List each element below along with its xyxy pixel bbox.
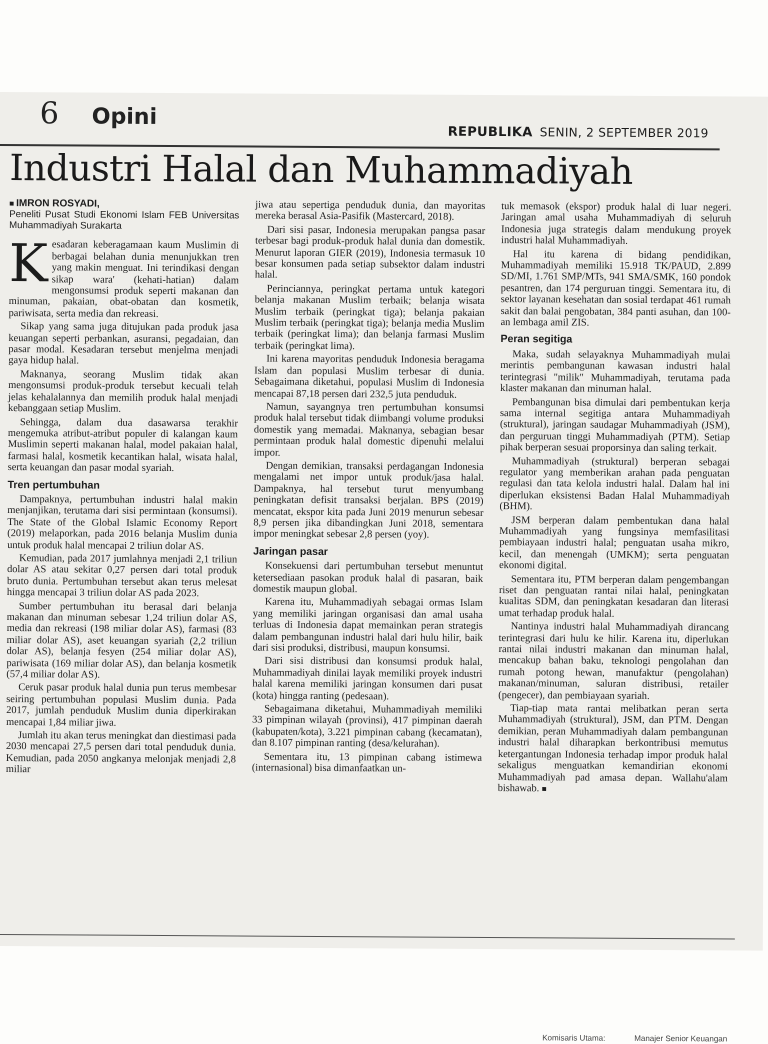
- paragraph: tuk memasok (ekspor) produk halal di luar negeri. Jaringan amal usaha Muhammadiyah di seluruh Indonesia juga strategis dalam mendukung proyek industri halal Muhammadiyah.: [501, 201, 732, 248]
- paragraph: Pembangunan bisa dimulai dari pembentukan kerja sama internal segitiga antara Muhammadiyah (struktural), jaringan saudagar Muhammadiyah (JSM), dan perguruan tinggi Muhammadiyah (PTM). Setiap pihak berperan sesuai proporsinya dan saling terkait.: [499, 396, 731, 455]
- subheading: Tren pertumbuhan: [7, 478, 100, 492]
- newspaper-logo: REPUBLIKA: [447, 124, 533, 141]
- footer-rule: [0, 934, 735, 940]
- paragraph: Dengan demikian, transaksi perdagangan Indonesia mengalami net impor untuk produk/jasa halal. Dampaknya, hal tersebut turut menyumbang peningkatan defisit transaksi berjalan. BPS (2019) mencatat, ekspor kita pada Juni 2019 menurun sebesar 8,9 persen jika dibandingkan Juni 2018, sementara impor meningkat sebesar 2,8 persen (yoy).: [253, 460, 484, 542]
- page-number: 6: [39, 96, 60, 132]
- paragraph: Maka, sudah selayaknya Muhammadiyah mulai merintis pembangunan kawasan industri halal terintegrasi "milik" Muhammadiyah, terutama pada klaster makanan dan minuman halal.: [500, 349, 731, 396]
- paragraph: Dampaknya, pertumbuhan industri halal makin menjanjikan, terutama dari sisi permintaan (konsumsi). The State of the Global Islamic Economy Report (2019) melaporkan, pada 2016 belanja Muslim dunia untuk produk halal mencapai 2 triliun dolar AS.: [7, 494, 238, 552]
- column-1: [6, 198, 240, 779]
- paragraph: Sebagaimana diketahui, Muhammadiyah memiliki 33 pimpinan wilayah (provinsi), 417 pimpinan daerah (kabupaten/kota), 3.221 pimpinan cabang (kecamatan), dan 8.107 pimpinan ranting (desa/kelurahan).: [251, 703, 483, 750]
- masthead: [0, 92, 768, 145]
- paragraph: jiwa atau sepertiga penduduk dunia, dan mayoritas mereka berasal Asia-Pasifik (Mastercard, 2018).: [255, 199, 486, 224]
- drop-cap: K: [8, 234, 48, 295]
- paragraph: Kemudian, pada 2017 jumlahnya menjadi 2,1 triliun dolar AS atau sekitar 0,27 persen dari total produk bruto dunia. Pertumbuhan tersebut akan terus melesat hingga mencapai 3 triliun dolar AS pada 2023.: [6, 553, 238, 600]
- paragraph: Sementara itu, 13 pimpinan cabang istimewa (internasional) bisa dimanfaatkan un-: [251, 751, 482, 775]
- paragraph: Dari sisi distribusi dan konsumsi produk halal, Muhammadiyah dinilai layak memiliki proyek industri halal karena memiliki jaringan konsumen dari pusat (kota) hingga ranting (pedesaan).: [252, 656, 483, 703]
- paragraph: Tiap-tiap mata rantai melibatkan peran serta Muhammadiyah (struktural), JSM, dan PTM. Dengan demikian, peran Muhammadiyah dalam pembangunan industri halal diharapkan berkontribusi memutus ketergantungan Indonesia terhadap impor produk halal sekaligus menguatkan kemandirian ekonomi Muhammadiyah pad amasa depan. Wallahu'alam bishawab. ■: [497, 703, 729, 795]
- footer-label-komisaris: Komisaris Utama:: [542, 1033, 606, 1043]
- paragraph: Karena itu, Muhammadiyah sebagai ormas Islam yang memiliki jaringan organisasi dan amal usaha terluas di Indonesia dapat memainkan peran strategis dalam pembangunan industri halal dari hulu hilir, baik dari sisi produksi, distribusi, maupun konsumsi.: [252, 597, 483, 655]
- paragraph: JSM berperan dalam pembentukan dana halal Muhammadiyah yang fungsinya memfasilitasi pembiayaan industri halal; penguatan usaha mikro, kecil, dan menengah (UMKM); serta penguatan ekonomi digital.: [499, 514, 730, 572]
- paragraph: Perinciannya, peringkat pertama untuk kategori belanja makanan Muslim terbaik; belanja wisata Muslim terbaik (peringkat tiga); belanja pakaian Muslim terbaik (peringkat tiga); belanja media Muslim terbaik (peringkat lima); dan belanja farmasi Muslim terbaik (peringkat lima).: [254, 283, 485, 353]
- square-bullet-icon: ■: [9, 199, 15, 209]
- author-name: IMRON ROSYADI,: [16, 198, 100, 210]
- subheading: Peran segitiga: [500, 333, 573, 346]
- paragraph: Hal itu karena di bidang pendidikan, Muhammadiyah memiliki 15.918 TK/PAUD, 2.899 SD/MI, 1.761 SMP/MTs, 941 SMA/SMK, 160 pondok pesantren, dan 174 perguruan tinggi. Sementara itu, di sektor layanan kesehatan dan sosial terdapat 461 rumah sakit dan balai pengobatan, 384 panti asuhan, dan 100-an lembaga amil ZIS.: [500, 248, 732, 329]
- paragraph: Sehingga, dalam dua dasawarsa terakhir mengemuka atribut-atribut populer di kalangan kaum Muslimin seperti makanan halal, model pakaian halal, farmasi halal, kosmetik kecantikan halal, wisata halal, serta keuangan dan pasar modal syariah.: [7, 416, 239, 475]
- paragraph: Maknanya, seorang Muslim tidak akan mengonsumsi produk-produk tersebut kecuali telah jelas kehalalannya dan memilih produk halal menjadi kebanggaan setiap Muslim.: [8, 369, 239, 415]
- footer-label-manajer: Manajer Senior Keuangan: [634, 1033, 728, 1044]
- paragraph: Ceruk pasar produk halal dunia pun terus membesar seiring pertumbuhan populasi Muslim dunia. Pada 2017, jumlah penduduk Muslim dunia diperkirakan mencapai 1,84 miliar jiwa.: [6, 682, 237, 729]
- column-3: [498, 201, 732, 798]
- paragraph: Ini karena mayoritas penduduk Indonesia beragama Islam dan populasi Muslim terbesar di dunia. Sebagaimana diketahui, populasi Muslim di Indonesia mencapai 87,18 persen dari 232,5 juta penduduk.: [254, 353, 485, 401]
- article-headline: Industri Halal dan Muhammadiyah: [9, 148, 633, 193]
- paragraph: Jumlah itu akan terus meningkat dan diestimasi pada 2030 mencapai 27,5 persen dari total penduduk dunia. Kemudian, pada 2050 angkanya melonjak menjadi 2,8 miliar: [5, 730, 237, 776]
- issue-date: SENIN, 2 SEPTEMBER 2019: [539, 125, 709, 141]
- author-description: Peneliti Pusat Studi Ekonomi Islam FEB Universitas Muhammadiyah Surakarta: [9, 209, 240, 233]
- author-block: [9, 198, 239, 233]
- paragraph: Namun, sayangnya tren pertumbuhan konsumsi produk halal tersebut tidak diimbangi volume produksi domestik yang memadai. Maknanya, sebagian besar permintaan produk halal domestic dipenuhi melalui impor.: [253, 401, 485, 459]
- paragraph: Sumber pertumbuhan itu berasal dari belanja makanan dan minuman sebesar 1,24 triliun dolar AS, media dan rekreasi (198 miliar dolar AS), farmasi (83 miliar dolar AS), aset keuangan syariah (2,2 triliun dolar AS), belanja fesyen (254 miliar dolar AS), pariwisata (169 miliar dolar AS), dan belanja kosmetik (57,4 miliar dolar AS).: [6, 600, 237, 681]
- paragraph: Konsekuensi dari pertumbuhan tersebut menuntut ketersediaan pasokan produk halal di pasaran, baik domestik maupun global.: [252, 560, 484, 596]
- paragraph: Sementara itu, PTM berperan dalam pengembangan riset dan penguatan rantai nilai halal, peningkatan kualitas SDM, dan peningkatan kesadaran dan literasi umat terhadap produk halal.: [498, 573, 730, 620]
- subheading: Jaringan pasar: [253, 545, 328, 558]
- column-2: [252, 200, 486, 778]
- paragraph: Nantinya industri halal Muhammadiyah dirancang terintegrasi dari hulu ke hilir. Karena itu, diperlukan rantai nilai industri makanan dan minuman halal, mencakup bahan baku, teknologi pengolahan dan rumah potong hewan, manufaktur (pengolahan) makanan/minuman, saluran distribusi, retailer (pengecer), dan pembiayaan syariah.: [498, 621, 729, 702]
- end-mark-icon: ■: [541, 784, 547, 794]
- section-title: Opini: [91, 104, 158, 130]
- paragraph: Dari sisi pasar, Indonesia merupakan pangsa pasar terbesar bagi produk-produk halal dunia dan domestik. Menurut laporan GIER (2019), Indonesia termasuk 10 besar konsumen pada setiap subsektor dalam industri halal.: [254, 224, 486, 282]
- newspaper-page: [0, 92, 768, 1044]
- paragraph: Kesadaran keberagamaan kaum Muslimin di berbagai belahan dunia menunjukkan tren yang makin menguat. Ini terindikasi dengan sikap wara' (kehati-hatian) dalam mengonsumsi produk seperti makanan dan minuman, pakaian, obat-obatan dan kosmetik, pariwisata, serta media dan rekreasi.: [8, 234, 240, 320]
- paragraph: Muhammadiyah (struktural) berperan sebagai regulator yang memberikan arahan pada penguatan regulasi dan tata kelola industri halal. Dalam hal ini diperlukan eksistensi Badan Halal Muhammadiyah (BHM).: [499, 455, 730, 513]
- paragraph: Sikap yang sama juga ditujukan pada produk jasa keuangan seperti perbankan, asuransi, pegadaian, dan pasar modal. Kesadaran tersebut menjelma menjadi gaya hidup halal.: [8, 321, 239, 367]
